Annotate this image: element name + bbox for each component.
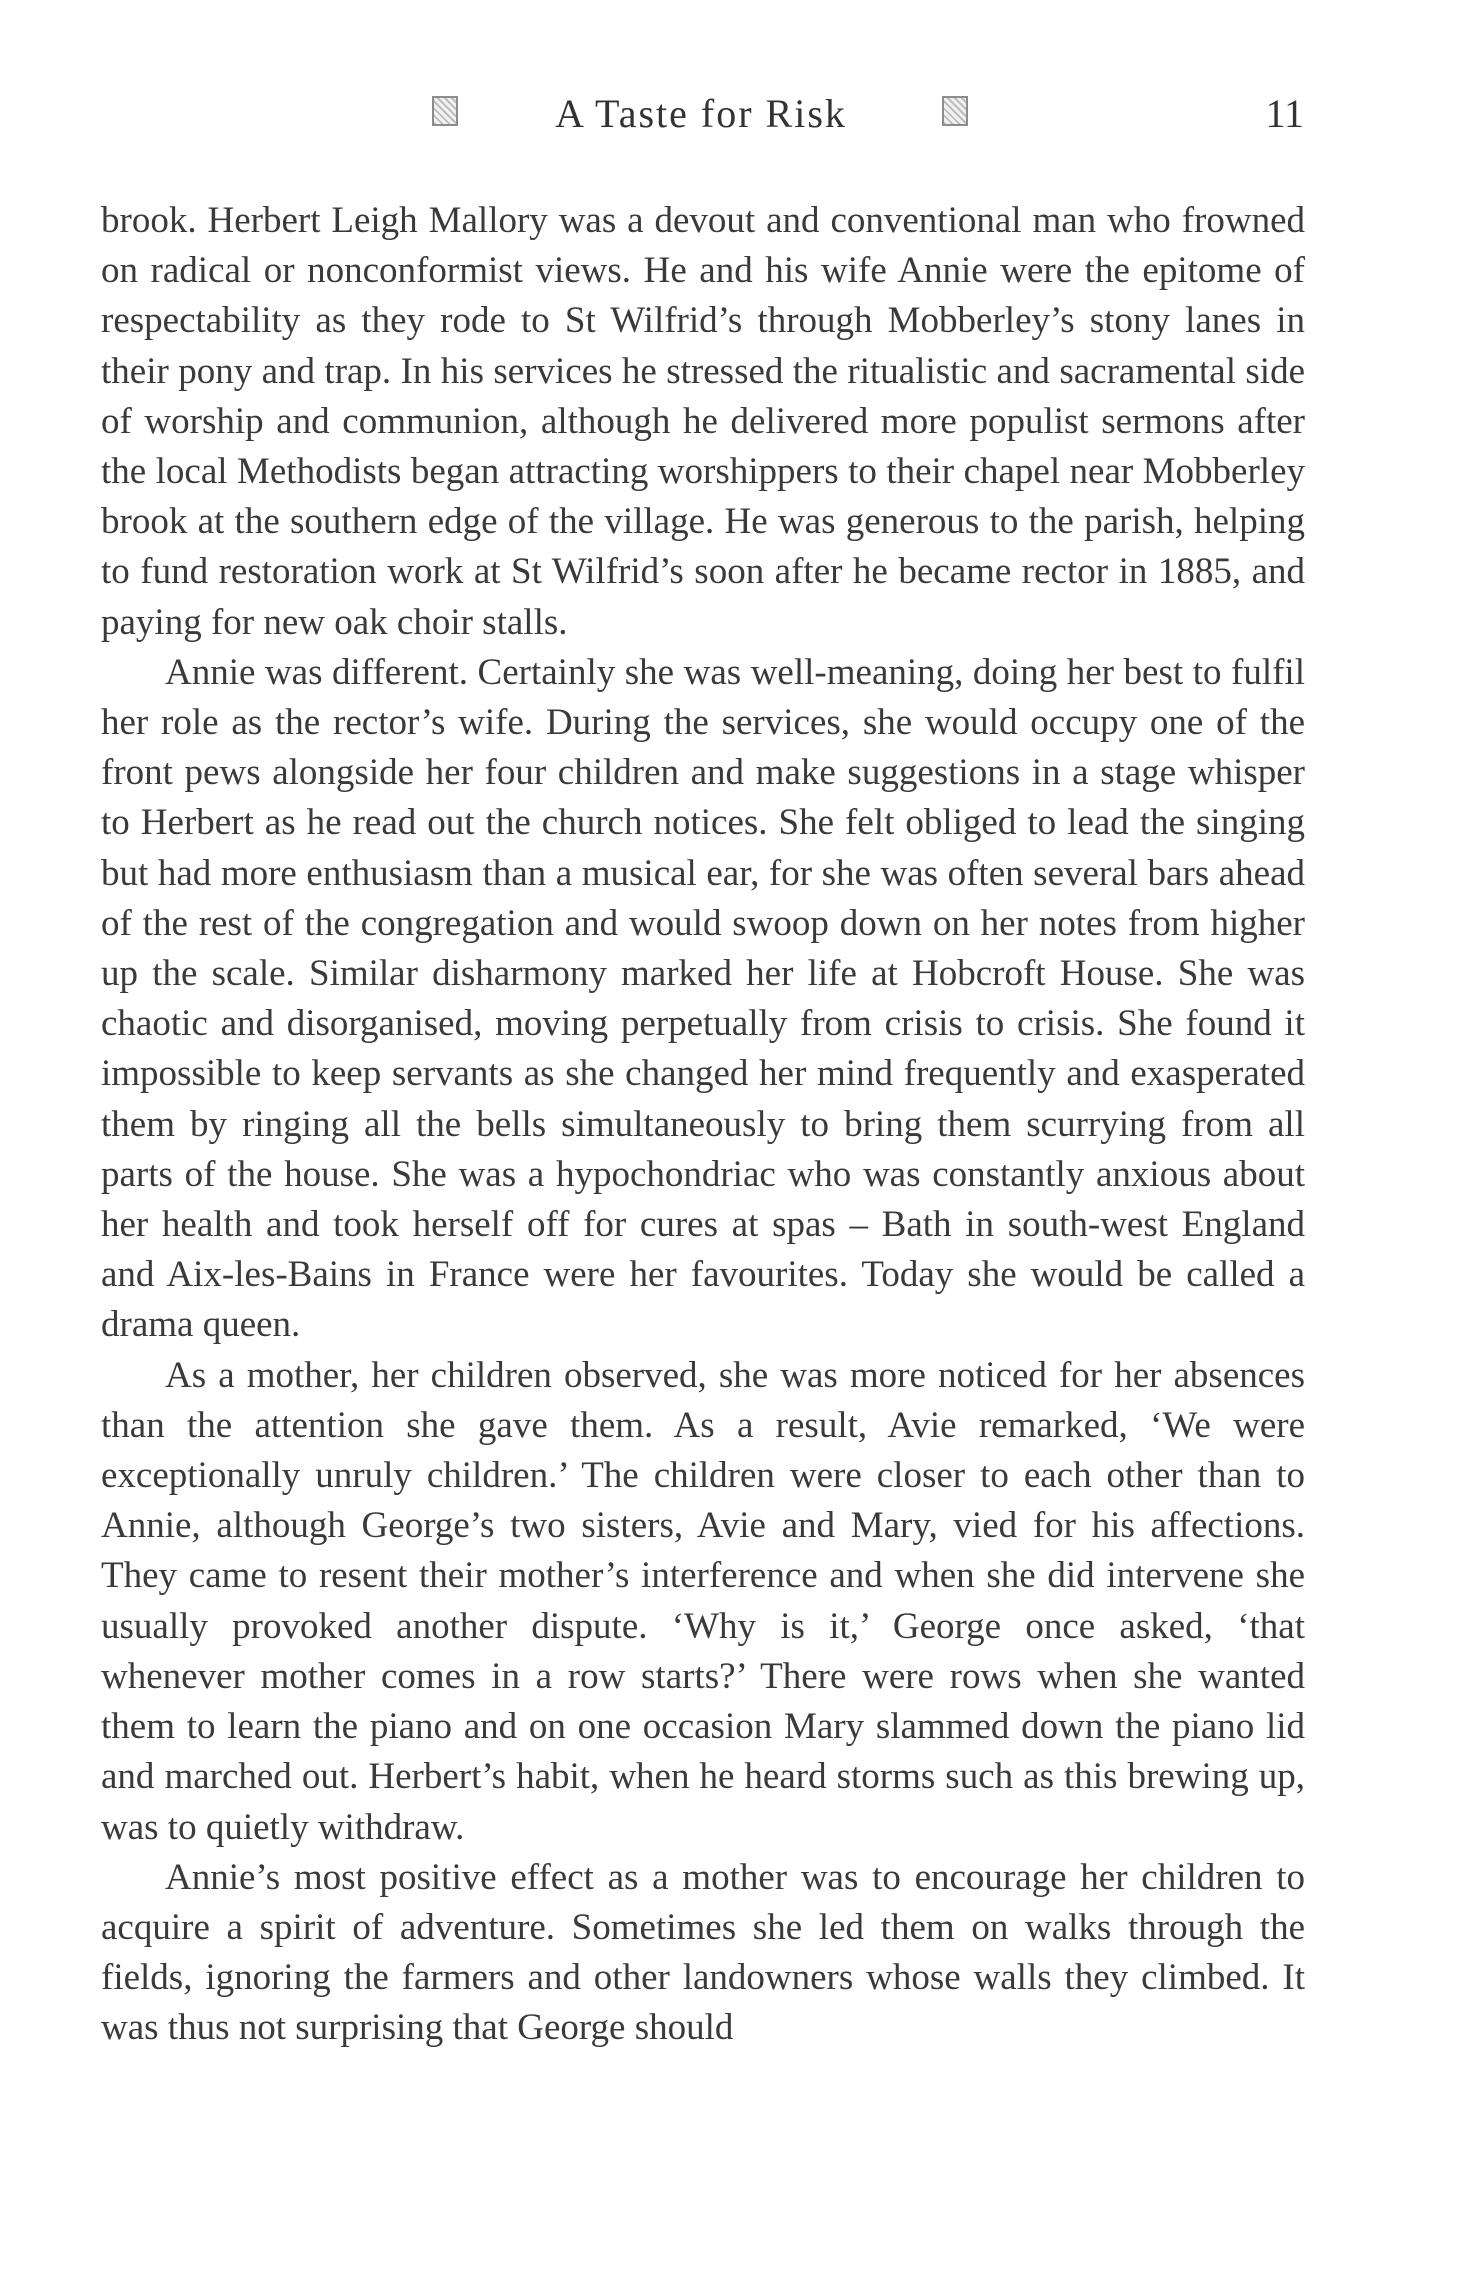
ornament-left-icon bbox=[432, 96, 458, 126]
paragraph-1: brook. Herbert Leigh Mallory was a devout and conventional man who frowned on radical or nonconformist views. He and his wife Annie were the epitome of respectability as they rode to St Wilfrid’s through Mobberley’s stony lanes in their pony and trap. In his services he stressed the ritualistic and sacramental side of worship and communion, although he delivered more populist sermons after the local Methodists began attracting worshippers to their chapel near Mobberley brook at the southern edge of the village. He was generous to the parish, helping to fund restoration work at St Wilfrid’s soon after he became rector in 1885, and paying for new oak choir stalls. bbox=[101, 200, 1305, 643]
paragraph-4: Annie’s most positive effect as a mother was to encourage her children to acquire a spirit of adventure. Sometimes she led them on walks through the fields, ignoring the farmers and other landowners whose walls they climbed. It was thus not surprising that George should bbox=[101, 1856, 1305, 2049]
paragraph-2: Annie was different. Certainly she was well-meaning, doing her best to fulfil her role as the rector’s wife. During the services, she would occupy one of the front pews alongside her four children and make suggestions in a stage whisper to Herbert as he read out the church notices. She felt obliged to lead the singing but had more enthusiasm than a musical ear, for she was often several bars ahead of the rest of the congregation and would swoop down on her notes from higher up the scale. Similar disharmony marked her life at Hobcroft House. She was chaotic and disorganised, moving perpetually from crisis to crisis. She found it impossible to keep servants as she changed her mind frequently and exasperated them by ringing all the bells simultaneously to bring them scurrying from all parts of the house. She was a hypochondriac who was constantly anxious about her health and took herself off for cures at spas – Bath in south-west England and Aix-les-Bains in France were her favourites. Today she would be called a drama queen. bbox=[101, 651, 1305, 1346]
page-number: 11 bbox=[1265, 91, 1304, 136]
paragraph-3: As a mother, her children observed, she was more noticed for her absences than the attention she gave them. As a result, Avie remarked, ‘We were exceptionally unruly children.’ The children were closer to each other than to Annie, although George’s two sisters, Avie and Mary, vied for his affections. They came to resent their mother’s interference and when she did intervene she usually provoked another dispute. ‘Why is it,’ George once asked, ‘that whenever mother comes in a row starts?’ There were rows when she wanted them to learn the piano and on one occasion Mary slammed down the piano lid and marched out. Herbert’s habit, when he heard storms such as this brewing up, was to quietly withdraw. bbox=[101, 1354, 1305, 1848]
ornament-right-icon bbox=[942, 96, 968, 126]
running-header bbox=[0, 88, 1459, 140]
running-title: A Taste for Risk bbox=[555, 91, 847, 136]
body-text bbox=[101, 196, 1305, 2054]
